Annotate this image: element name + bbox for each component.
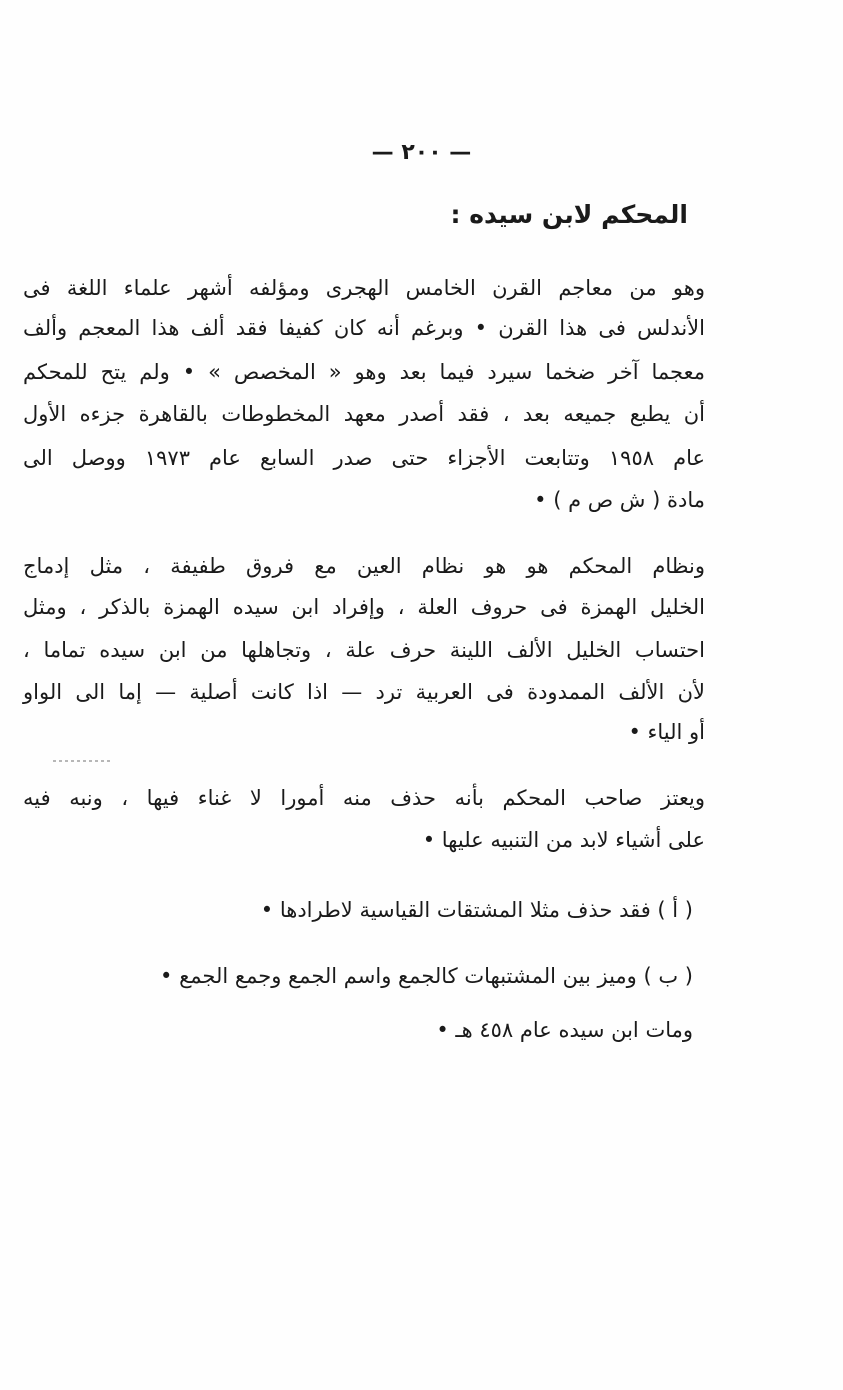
paragraph-1-line-3: معجما آخر ضخما سيرد فيما بعد وهو « المخصص » • ولم يتح للمحكم (23, 360, 705, 384)
paragraph-1-line-5: عام ١٩٥٨ وتتابعت الأجزاء حتى صدر السابع عام ١٩٧٣ ووصل الى (23, 446, 705, 470)
paragraph-2-line-5: أو الياء • (628, 720, 705, 744)
paragraph-1-line-6: مادة ( ش ص م ) • (534, 488, 705, 512)
list-item-a: ( أ ) فقد حذف مثلا المشتقات القياسية لاطرادها • (260, 898, 693, 922)
paragraph-2-line-2: الخليل الهمزة فى حروف العلة ، وإفراد ابن سيده الهمزة بالذكر ، ومثل (23, 595, 705, 619)
list-item-b: ( ب ) وميز بين المشتبهات كالجمع واسم الجمع وجمع الجمع • (160, 964, 693, 988)
paragraph-2-line-4: لأن الألف الممدودة فى العربية ترد — اذا كانت أصلية — إما الى الواو (23, 680, 705, 704)
paragraph-1-line-1: وهو من معاجم القرن الخامس الهجرى ومؤلفه أشهر علماء اللغة فى (23, 276, 705, 300)
paragraph-1-line-4: أن يطبع جميعه بعد ، فقد أصدر معهد المخطوطات بالقاهرة جزءه الأول (23, 402, 705, 426)
page-number: — ٢٠٠ — (371, 140, 472, 165)
section-heading: المحكم لابن سيده : (450, 200, 688, 229)
paragraph-3-line-1: ويعتز صاحب المحكم بأنه حذف منه أمورا لا غناء فيها ، ونبه فيه (23, 786, 705, 810)
closing-line: ومات ابن سيده عام ٤٥٨ هـ • (436, 1018, 693, 1042)
paragraph-3-line-2: على أشياء لابد من التنبيه عليها • (422, 828, 705, 852)
scan-speck (53, 760, 113, 762)
paragraph-1-line-2: الأندلس فى هذا القرن • وبرغم أنه كان كفيفا فقد ألف هذا المعجم وألف (23, 316, 705, 340)
paragraph-2-line-1: ونظام المحكم هو هو نظام العين مع فروق طفيفة ، مثل إدماج (23, 554, 705, 578)
paragraph-2-line-3: احتساب الخليل الألف اللينة حرف علة ، وتجاهلها من ابن سيده تماما ، (23, 638, 705, 662)
